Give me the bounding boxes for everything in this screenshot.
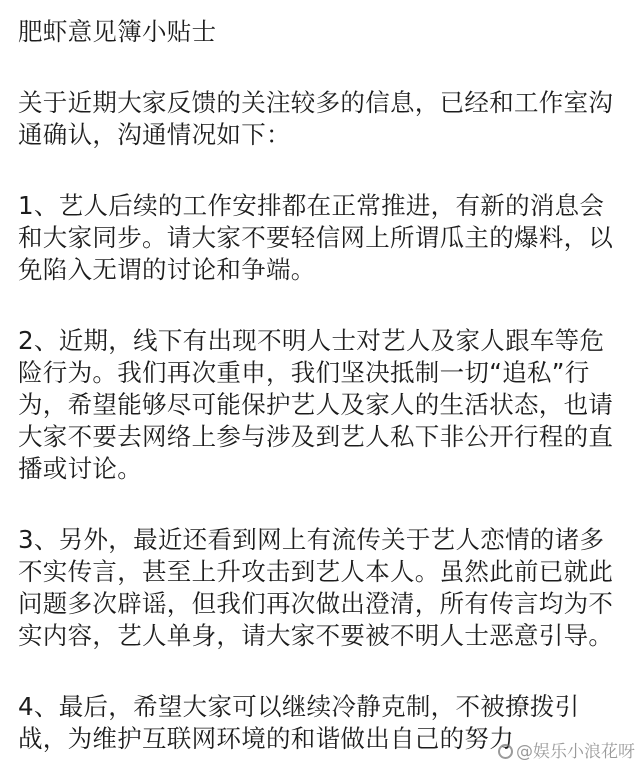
item-2-line: 为，希望能够尽可能保护艺人及家人的生活状态，也请 — [18, 390, 614, 419]
item-3-line: 不实传言，甚至上升攻击到艺人本人。虽然此前已就此 — [18, 557, 614, 586]
watermark-text: @娱乐小浪花呀 — [516, 742, 635, 762]
item-1-line: 和大家同步。请大家不要轻信网上所谓瓜主的爆料，以 — [18, 223, 614, 252]
weibo-watermark — [498, 737, 635, 762]
item-4-line: 战，为维护互联网环境的和谐做出自己的努力 — [18, 724, 514, 753]
item-2-line: 2、近期，线下有出现不明人士对艺人及家人跟车等危 — [18, 326, 605, 355]
item-2-line: 播或讨论。 — [18, 454, 142, 483]
item-2-line: 险行为。我们再次重申，我们坚决抵制一切“追私”行 — [18, 358, 590, 387]
item-3-line: 3、另外，最近还看到网上有流传关于艺人恋情的诸多 — [18, 525, 605, 554]
document-title: 肥虾意见簿小贴士 — [18, 17, 217, 46]
item-1-line: 1、艺人后续的工作安排都在正常推进，有新的消息会 — [18, 191, 605, 220]
item-3-line: 实内容，艺人单身，请大家不要被不明人士恶意引导。 — [18, 621, 614, 650]
intro-line: 关于近期大家反馈的关注较多的信息，已经和工作室沟 — [18, 88, 614, 117]
item-1-line: 免陷入无谓的讨论和争端。 — [18, 255, 316, 284]
weibo-logo-icon — [498, 744, 513, 759]
item-4-line: 4、最后，希望大家可以继续冷静克制，不被撩拨引 — [18, 692, 580, 721]
item-3-line: 问题多次辟谣，但我们再次做出澄清，所有传言均为不 — [18, 589, 614, 618]
item-2-line: 大家不要去网络上参与涉及到艺人私下非公开行程的直 — [18, 422, 614, 451]
intro-line: 通确认，沟通情况如下： — [18, 120, 291, 149]
